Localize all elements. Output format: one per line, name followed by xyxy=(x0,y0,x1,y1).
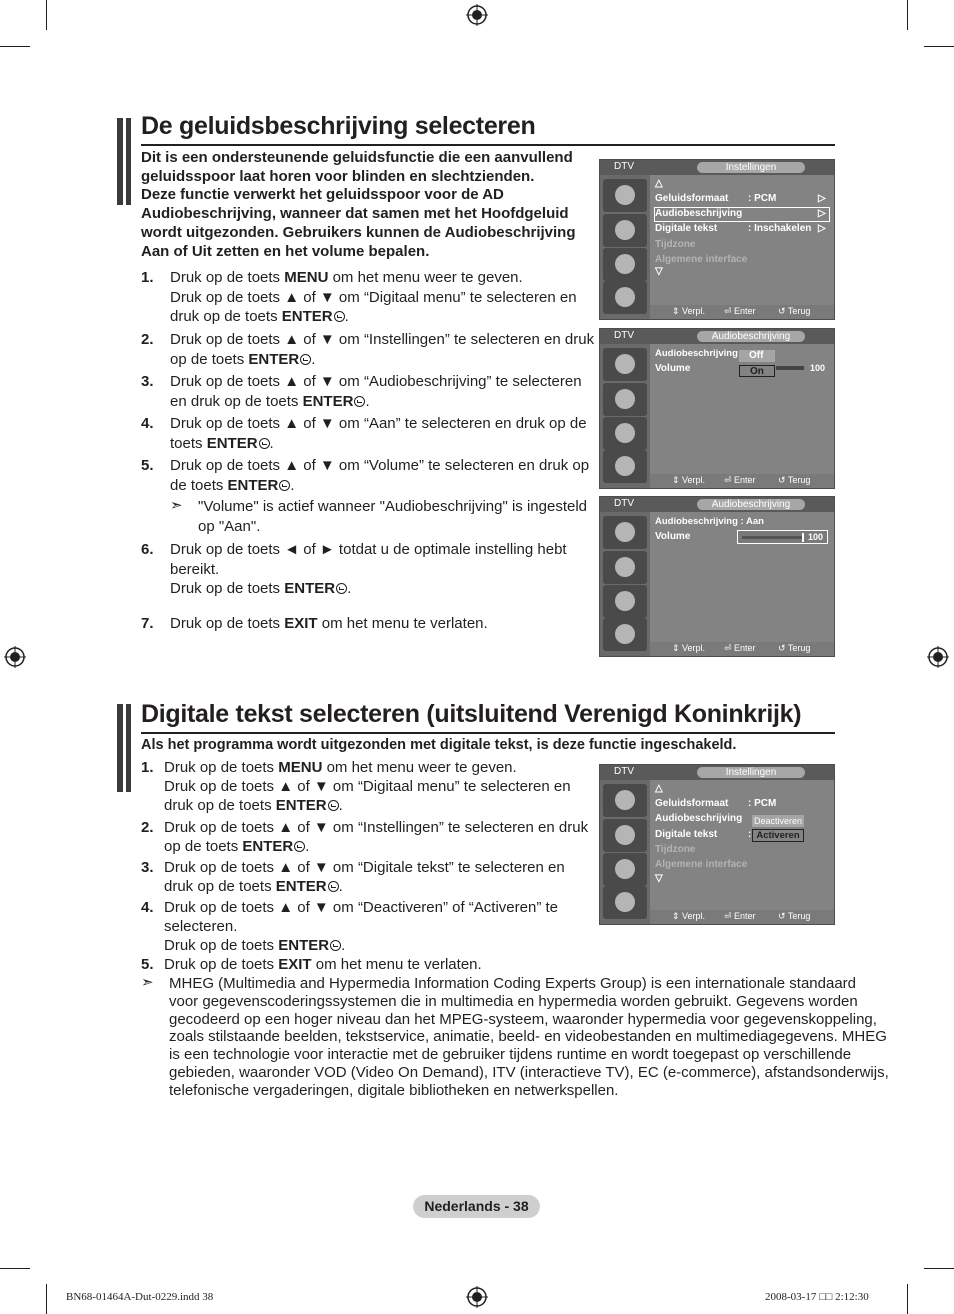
note-text: gebieden, waaronder VOD (Video On Demand), ITV (interactieve TV), EC (e-commerce), afstandsonderwijs, xyxy=(169,1064,889,1081)
osd-back-hint: ↺ Terug xyxy=(778,911,811,921)
osd-menu-item: Digitale tekst xyxy=(655,828,718,840)
osd-panel xyxy=(599,496,835,657)
option-on: On xyxy=(739,365,775,377)
sound-icon-glyph xyxy=(615,220,635,240)
step-text: Druk op de toets ▲ of ▼ om “Instellingen” te selecteren en druk xyxy=(170,331,595,348)
setup-icon-glyph xyxy=(615,591,635,611)
sound-icon xyxy=(603,819,647,852)
step-text: Druk op de toets ▲ of ▼ om “Digitaal menu” te selecteren en xyxy=(164,777,571,795)
osd-sidebar xyxy=(600,344,650,488)
setup-icon xyxy=(603,417,647,450)
note-text: telefonische vergaderingen, digitale bibliotheken en netwerkspellen. xyxy=(169,1081,619,1099)
crop-mark xyxy=(0,1268,30,1269)
picture-icon-glyph xyxy=(615,522,635,542)
sound-icon xyxy=(603,551,647,584)
input-icon xyxy=(603,886,647,919)
osd-menu-item: Tijdzone xyxy=(655,238,696,250)
note-text: "Volume" is actief wanneer "Audiobeschrijving" is ingesteld xyxy=(198,498,588,515)
section-marker xyxy=(126,118,131,205)
osd-menu-item: Geluidsformaat xyxy=(655,193,729,204)
sound-icon-glyph xyxy=(615,389,635,409)
osd-menu-value: : PCM xyxy=(748,798,777,809)
crop-mark xyxy=(907,0,908,30)
right-arrow-icon: ▷ xyxy=(818,208,826,220)
intro-line: Dit is een ondersteunende geluidsfunctie die een aanvullend xyxy=(141,149,573,166)
volume-fill xyxy=(776,366,804,370)
sound-icon xyxy=(603,383,647,416)
registration-mark-icon xyxy=(466,1286,488,1308)
step-text: toets ENTER . xyxy=(170,434,274,452)
step-text: Druk op de toets ▲ of ▼ om “Volume” te selecteren en druk op xyxy=(170,457,590,474)
crop-mark xyxy=(46,0,47,30)
enter-icon xyxy=(294,841,305,852)
section-intro: Als het programma wordt uitgezonden met digitale tekst, is deze functie ingeschakeld. xyxy=(141,737,737,753)
osd-tab: Instellingen xyxy=(697,767,805,778)
osd-footer xyxy=(650,642,834,656)
setup-icon-glyph xyxy=(615,423,635,443)
picture-icon-glyph xyxy=(615,354,635,374)
step-text: de toets ENTER . xyxy=(170,476,295,494)
enter-icon xyxy=(328,881,339,892)
step-text: selecteren. xyxy=(164,917,238,935)
note-arrow-icon: ➣ xyxy=(141,974,154,991)
volume-track xyxy=(742,536,802,539)
section-intro xyxy=(141,149,576,261)
osd-menu-item: Volume xyxy=(655,531,691,542)
sound-icon-glyph xyxy=(615,557,635,577)
section-title: De geluidsbeschrijving selecteren xyxy=(141,112,536,140)
osd-source-label: DTV xyxy=(614,766,634,777)
setup-icon xyxy=(603,853,647,886)
registration-mark-icon xyxy=(466,4,488,26)
osd-menu-item: Audiobeschrijving xyxy=(655,813,743,825)
note-text: voor gegevenscoderingssystemen die in multimedia en hypermedia worden gebruikt. Gegevens worden xyxy=(169,992,858,1010)
volume-value: 100 xyxy=(808,532,824,542)
osd-enter-hint: ⏎ Enter xyxy=(724,475,756,485)
section-title: Digitale tekst selecteren (uitsluitend Verenigd Koninkrijk) xyxy=(141,700,802,728)
picture-icon-glyph xyxy=(615,185,635,205)
osd-menu-item: Algemene interface xyxy=(655,859,748,871)
step-number: 2. xyxy=(141,819,154,836)
section-marker xyxy=(117,704,123,792)
osd-sidebar xyxy=(600,175,650,319)
input-icon xyxy=(603,281,647,314)
option-deactivate: Deactiveren xyxy=(753,816,803,826)
step-text: Druk op de toets ▲ of ▼ om “Deactiveren” of “Activeren” te xyxy=(164,899,559,916)
section-marker xyxy=(126,704,131,792)
step-text: Druk op de toets ▲ of ▼ om “Instellingen” te selecteren en druk xyxy=(164,819,589,836)
volume-thumb xyxy=(802,533,804,542)
picture-icon xyxy=(603,516,647,549)
enter-icon xyxy=(330,940,341,951)
osd-menu-item: Audiobeschrijving : Aan xyxy=(655,516,764,527)
note-text: op "Aan". xyxy=(198,518,261,535)
step-text: druk op de toets ENTER . xyxy=(164,796,343,814)
step-number: 3. xyxy=(141,859,154,876)
enter-icon xyxy=(334,311,345,322)
picture-icon-glyph xyxy=(615,790,635,810)
sound-icon-glyph xyxy=(615,825,635,845)
osd-sidebar xyxy=(600,512,650,656)
up-arrow-icon: △ xyxy=(655,783,663,794)
step-number: 5. xyxy=(141,956,154,973)
osd-move-hint: ⇕ Verpl. xyxy=(672,475,706,485)
enter-icon xyxy=(259,438,270,449)
step-number: 2. xyxy=(141,331,154,348)
osd-source-label: DTV xyxy=(614,161,634,172)
osd-selection-box xyxy=(654,207,830,222)
osd-menu-value: : Inschakelen xyxy=(748,223,812,235)
option-off: Off xyxy=(739,350,775,362)
note-text: zoals stilstaande beelden, tekstservice, animatie, beeld- en videobestanden en multimediagegevens. MHEG xyxy=(169,1028,887,1046)
setup-icon xyxy=(603,248,647,281)
input-icon-glyph xyxy=(615,456,635,476)
step-text: en druk op de toets ENTER . xyxy=(170,392,370,410)
step-text: druk op de toets ENTER . xyxy=(170,308,349,326)
enter-icon xyxy=(279,480,290,491)
enter-icon xyxy=(300,354,311,365)
crop-mark xyxy=(907,1284,908,1314)
osd-tab: Audiobeschrijving xyxy=(697,331,805,342)
volume-value: 100 xyxy=(810,363,826,373)
input-icon-glyph xyxy=(615,892,635,912)
down-arrow-icon: ▽ xyxy=(655,873,663,884)
step-number: 7. xyxy=(141,615,154,632)
step-number: 1. xyxy=(141,269,154,286)
picture-icon xyxy=(603,784,647,817)
input-icon xyxy=(603,450,647,483)
note-text: gecodeerd op een hoger niveau dan het MPEG-systeem, waaronder hypermedia voor gegevenskoppeling, xyxy=(169,1010,877,1028)
osd-back-hint: ↺ Terug xyxy=(778,475,811,485)
input-icon-glyph xyxy=(615,624,635,644)
osd-menu-item: Volume xyxy=(655,363,691,374)
step-number: 3. xyxy=(141,373,154,390)
right-arrow-icon: ▷ xyxy=(818,193,826,204)
step-text: op de toets ENTER . xyxy=(170,350,316,368)
osd-panel xyxy=(599,328,835,489)
osd-menu-value: : PCM xyxy=(748,193,777,204)
input-icon xyxy=(603,618,647,651)
osd-panel xyxy=(599,764,835,925)
osd-enter-hint: ⏎ Enter xyxy=(724,306,756,316)
osd-menu-item: Geluidsformaat xyxy=(655,798,729,809)
crop-mark xyxy=(46,1284,47,1314)
down-arrow-icon: ▽ xyxy=(655,266,663,277)
osd-tab: Audiobeschrijving xyxy=(697,499,805,510)
note-text: MHEG (Multimedia and Hypermedia Information Coding Experts Group) is een internationale standaard xyxy=(169,975,857,992)
osd-menu-item: Audiobeschrijving xyxy=(655,348,738,359)
step-number: 4. xyxy=(141,899,154,916)
crop-mark xyxy=(924,46,954,47)
osd-menu-item: Tijdzone xyxy=(655,843,696,855)
osd-menu-item: Algemene interface xyxy=(655,253,748,265)
step-text: Druk op de toets ENTER . xyxy=(164,936,346,954)
intro-line: Deze functie verwerkt het geluidsspoor voor de AD xyxy=(141,186,504,204)
registration-mark-icon xyxy=(927,646,949,668)
osd-move-hint: ⇕ Verpl. xyxy=(672,643,706,653)
picture-icon xyxy=(603,348,647,381)
step-text: op de toets ENTER . xyxy=(164,837,310,855)
intro-line: geluidsspoor laat horen voor blinden en slechtzienden. xyxy=(141,167,535,185)
osd-footer xyxy=(650,910,834,924)
section-rule xyxy=(141,732,835,734)
note-text: is een technologie voor interactie met de gebruiker tijdens runtime en wordt toegepast op verschillende xyxy=(169,1046,852,1064)
step-number: 4. xyxy=(141,415,154,432)
picture-icon xyxy=(603,179,647,212)
step-text: Druk op de toets EXIT om het menu te verlaten. xyxy=(164,956,482,973)
step-number: 6. xyxy=(141,541,154,558)
osd-sidebar xyxy=(600,780,650,924)
step-number: 5. xyxy=(141,457,154,474)
section-rule xyxy=(141,144,835,146)
osd-footer xyxy=(650,474,834,488)
print-slug: BN68-01464A-Dut-0229.indd 38 xyxy=(66,1291,214,1303)
osd-enter-hint: ⏎ Enter xyxy=(724,643,756,653)
osd-source-label: DTV xyxy=(614,330,634,341)
setup-icon xyxy=(603,585,647,618)
osd-panel xyxy=(599,159,835,320)
page-number-badge: Nederlands - 38 xyxy=(413,1195,540,1218)
step-text: Druk op de toets ▲ of ▼ om “Digitaal menu” te selecteren en xyxy=(170,288,577,306)
up-arrow-icon: △ xyxy=(655,178,663,189)
step-text: druk op de toets ENTER . xyxy=(164,877,343,895)
registration-mark-icon xyxy=(4,646,26,668)
osd-menu-value: : xyxy=(748,828,752,840)
setup-icon-glyph xyxy=(615,254,635,274)
sound-icon xyxy=(603,214,647,247)
volume-slider xyxy=(737,530,828,544)
intro-line: Audiobeschrijving, wanneer dat samen met het Hoofdgeluid xyxy=(141,205,569,223)
step-text: Druk op de toets MENU om het menu weer te geven. xyxy=(170,269,523,286)
right-arrow-icon: ▷ xyxy=(818,223,826,235)
step-text: Druk op de toets ENTER . xyxy=(170,580,352,598)
intro-line: wordt uitgezonden. Gebruikers kunnen de Audiobeschrijving xyxy=(141,223,576,241)
crop-mark xyxy=(0,46,30,47)
step-text: Druk op de toets MENU om het menu weer te geven. xyxy=(164,759,517,776)
osd-back-hint: ↺ Terug xyxy=(778,643,811,653)
enter-icon xyxy=(336,583,347,594)
option-activate: Activeren xyxy=(752,829,804,842)
step-text: Druk op de toets ◄ of ► totdat u de optimale instelling hebt xyxy=(170,541,567,558)
osd-back-hint: ↺ Terug xyxy=(778,306,811,316)
input-icon-glyph xyxy=(615,287,635,307)
osd-move-hint: ⇕ Verpl. xyxy=(672,306,706,316)
step-text: Druk op de toets ▲ of ▼ om “Digitale tekst” te selecteren en xyxy=(164,859,565,876)
crop-mark xyxy=(924,1268,954,1269)
note-arrow-icon: ➣ xyxy=(170,497,183,514)
step-text: Druk op de toets EXIT om het menu te verlaten. xyxy=(170,615,488,632)
section-marker xyxy=(117,118,123,205)
print-timestamp: 2008-03-17 □□ 2:12:30 xyxy=(765,1291,869,1303)
osd-move-hint: ⇕ Verpl. xyxy=(672,911,706,921)
osd-tab: Instellingen xyxy=(697,162,805,173)
setup-icon-glyph xyxy=(615,859,635,879)
osd-menu-item: Digitale tekst xyxy=(655,223,718,235)
step-text: Druk op de toets ▲ of ▼ om “Audiobeschrijving” te selecteren xyxy=(170,373,582,390)
enter-icon xyxy=(328,800,339,811)
step-text: Druk op de toets ▲ of ▼ om “Aan” te selecteren en druk op de xyxy=(170,415,587,432)
osd-footer xyxy=(650,305,834,319)
step-text: bereikt. xyxy=(170,560,220,578)
intro-line: Aan of Uit zetten en het volume bepalen. xyxy=(141,242,430,260)
step-number: 1. xyxy=(141,759,154,776)
osd-enter-hint: ⏎ Enter xyxy=(724,911,756,921)
enter-icon xyxy=(354,396,365,407)
osd-source-label: DTV xyxy=(614,498,634,509)
osd-menu-item: Audiobeschrijving xyxy=(655,208,743,220)
